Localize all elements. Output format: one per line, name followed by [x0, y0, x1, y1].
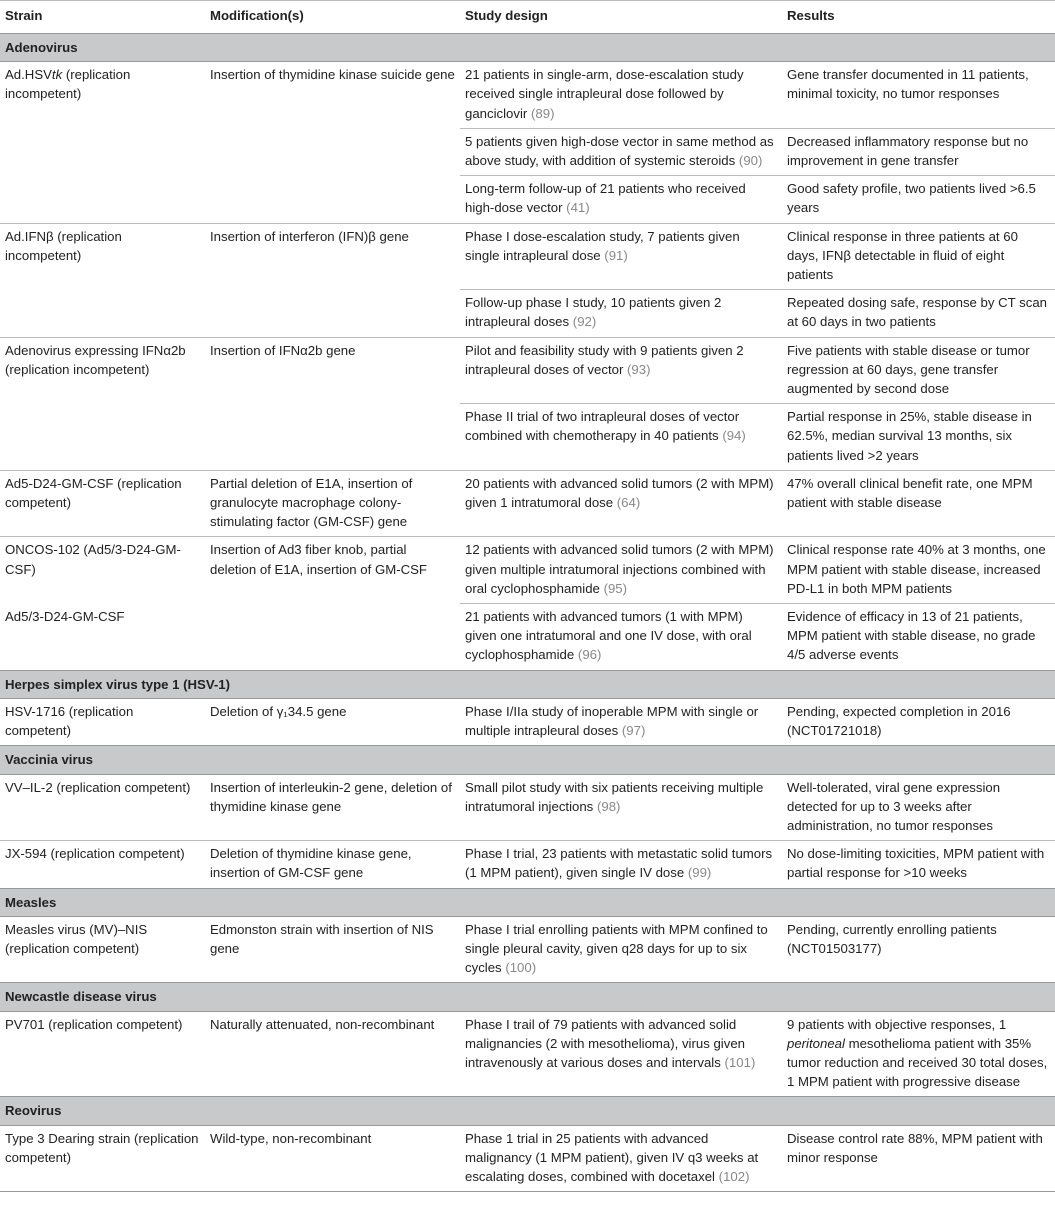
table-row [0, 223, 1055, 290]
cell-study-design [460, 470, 782, 537]
design-text: 5 patients given high-dose vector in same method as above study, with addition of systemic steroids [465, 133, 774, 169]
cell-modification [205, 290, 460, 337]
cell-results: Clinical response in three patients at 60 days, IFNβ detectable in fluid of eight patients [782, 223, 1055, 290]
reference-link[interactable]: ( 91 ) [604, 248, 627, 263]
reference-link[interactable]: ( 41 ) [566, 200, 589, 215]
reference-link[interactable]: ( 98 ) [597, 799, 620, 814]
group-label: Vaccinia virus [0, 746, 1055, 774]
cell-modification [205, 404, 460, 471]
table-row [0, 337, 1055, 404]
cell-study-design [460, 404, 782, 471]
cell-results: Good safety profile, two patients lived >6.5 years [782, 176, 1055, 223]
header-results: Results [782, 1, 1055, 34]
group-row [0, 746, 1055, 774]
group-row [0, 670, 1055, 698]
cell-modification: Deletion of thymidine kinase gene, insertion of GM-CSF gene [205, 841, 460, 888]
header-modifications: Modification(s) [205, 1, 460, 34]
cell-modification: Insertion of thymidine kinase suicide gene [205, 62, 460, 129]
reference-link[interactable]: ( 92 ) [573, 314, 596, 329]
cell-results: Disease control rate 88%, MPM patient with minor response [782, 1125, 1055, 1192]
cell-study-design [460, 841, 782, 888]
table-row [0, 698, 1055, 745]
cell-modification: Edmonston strain with insertion of NIS gene [205, 916, 460, 983]
cell-modification [205, 604, 460, 671]
cell-strain [0, 404, 205, 471]
cell-strain: ONCOS-102 (Ad5/3-D24-GM-CSF) [0, 537, 205, 604]
cell-strain: Adenovirus expressing IFNα2b (replication incompetent) [0, 337, 205, 404]
group-label: Measles [0, 888, 1055, 916]
design-text: Phase I trial enrolling patients with MPM confined to single pleural cavity, given q28 days for up to six cycles [465, 921, 768, 976]
cell-strain [0, 176, 205, 223]
cell-results: Evidence of efficacy in 13 of 21 patients, MPM patient with stable disease, no grade 4/5 adverse events [782, 604, 1055, 671]
table-row [0, 128, 1055, 175]
cell-results: Decreased inflammatory response but no improvement in gene transfer [782, 128, 1055, 175]
header-study-design: Study design [460, 1, 782, 34]
cell-study-design [460, 537, 782, 604]
group-label: Adenovirus [0, 34, 1055, 62]
reference-link[interactable]: ( 89 ) [531, 106, 554, 121]
cell-study-design [460, 176, 782, 223]
cell-study-design [460, 698, 782, 745]
cell-results: Five patients with stable disease or tumor regression at 60 days, gene transfer augmented by second dose [782, 337, 1055, 404]
reference-link[interactable]: ( 95 ) [604, 581, 627, 596]
reference-link[interactable]: ( 102 ) [719, 1169, 750, 1184]
cell-study-design [460, 916, 782, 983]
reference-link[interactable]: ( 99 ) [688, 865, 711, 880]
reference-link[interactable]: ( 94 ) [722, 428, 745, 443]
cell-modification: Insertion of interleukin-2 gene, deletion of thymidine kinase gene [205, 774, 460, 841]
cell-results: Gene transfer documented in 11 patients, minimal toxicity, no tumor responses [782, 62, 1055, 129]
group-label: Reovirus [0, 1097, 1055, 1125]
cell-results: Partial response in 25%, stable disease in 62.5%, median survival 13 months, six patients lived >2 years [782, 404, 1055, 471]
table-row [0, 604, 1055, 671]
design-text: Follow-up phase I study, 10 patients given 2 intrapleural doses [465, 295, 722, 330]
cell-strain: HSV-1716 (replication competent) [0, 698, 205, 745]
design-text: 20 patients with advanced solid tumors (2 with MPM) given 1 intratumoral dose [465, 475, 774, 511]
cell-strain: Type 3 Dearing strain (replication competent) [0, 1125, 205, 1192]
design-text: Pilot and feasibility study with 9 patients given 2 intrapleural doses of vector [465, 342, 744, 377]
cell-strain: Ad.IFNβ (replication incompetent) [0, 223, 205, 290]
cell-results: Clinical response rate 40% at 3 months, one MPM patient with stable disease, increased PD-L1 in both MPM patients [782, 537, 1055, 604]
reference-link[interactable]: ( 97 ) [622, 723, 645, 738]
cell-strain [0, 290, 205, 337]
design-text: Phase I trail of 79 patients with advanced solid malignancies (2 with mesothelioma), virus given intravenously at various doses and intervals [465, 1016, 745, 1070]
cell-strain: Ad5-D24-GM-CSF (replication competent) [0, 470, 205, 537]
group-row [0, 34, 1055, 62]
group-label: Newcastle disease virus [0, 983, 1055, 1011]
cell-study-design [460, 290, 782, 337]
cell-modification: Deletion of γ₁34.5 gene [205, 698, 460, 745]
cell-modification: Partial deletion of E1A, insertion of granulocyte macrophage colony-stimulating factor (GM-CSF) gene [205, 470, 460, 537]
design-text: Phase I/IIa study of inoperable MPM with single or multiple intrapleural doses [465, 703, 759, 739]
group-row [0, 888, 1055, 916]
design-text: 21 patients in single-arm, dose-escalation study received single intrapleural dose followed by ganciclovir [465, 67, 744, 121]
table-body [0, 34, 1055, 1192]
reference-link[interactable]: ( 101 ) [725, 1055, 756, 1070]
header-strain: Strain [0, 1, 205, 34]
table-row [0, 470, 1055, 537]
design-text: Small pilot study with six patients receiving multiple intratumoral injections [465, 779, 764, 814]
cell-strain: Ad5/3-D24-GM-CSF [5, 608, 125, 624]
cell-study-design [460, 223, 782, 290]
cell-study-design [460, 1011, 782, 1097]
cell-modification [205, 176, 460, 223]
table-row [0, 537, 1055, 604]
cell-modification: Wild-type, non-recombinant [205, 1125, 460, 1192]
design-text: Phase I dose-escalation study, 7 patients given single intrapleural dose [465, 228, 740, 263]
table-row [0, 176, 1055, 223]
cell-modification: Naturally attenuated, non-recombinant [205, 1011, 460, 1097]
cell-strain: JX-594 (replication competent) [0, 841, 205, 888]
cell-results: Pending, expected completion in 2016 (NCT01721018) [782, 698, 1055, 745]
cell-strain [0, 128, 205, 175]
cell-strain: PV701 (replication competent) [0, 1011, 205, 1097]
design-text: Phase I trial, 23 patients with metastatic solid tumors (1 MPM patient), given single IV dose [465, 846, 773, 881]
cell-modification [205, 128, 460, 175]
table-row [0, 404, 1055, 471]
cell-results: Well-tolerated, viral gene expression detected for up to 3 weeks after administration, no tumor responses [782, 774, 1055, 841]
cell-strain: Ad.HSVtk (replication incompetent) [0, 62, 205, 129]
header-row [0, 1, 1055, 34]
cell-strain: VV–IL-2 (replication competent) [0, 774, 205, 841]
reference-link[interactable]: ( 64 ) [617, 495, 640, 510]
cell-results: 9 patients with objective responses, 1 peritoneal mesothelioma patient with 35% tumor reduction and received 30 total doses, 1 MPM patient with progressive disease [782, 1011, 1055, 1097]
table-header [0, 1, 1055, 34]
table-row [0, 1011, 1055, 1097]
group-row [0, 983, 1055, 1011]
table-row [0, 62, 1055, 129]
cell-study-design [460, 128, 782, 175]
cell-modification: Insertion of IFNα2b gene [205, 337, 460, 404]
group-row [0, 1097, 1055, 1125]
table-row [0, 841, 1055, 888]
cell-modification: Insertion of Ad3 fiber knob, partial deletion of E1A, insertion of GM-CSF [205, 537, 460, 604]
table-row [0, 916, 1055, 983]
cell-study-design [460, 604, 782, 671]
cell-results: No dose-limiting toxicities, MPM patient with partial response for >10 weeks [782, 841, 1055, 888]
cell-study-design [460, 337, 782, 404]
table-row [0, 290, 1055, 337]
design-text: Long-term follow-up of 21 patients who received high-dose vector [465, 181, 746, 216]
design-text: 12 patients with advanced solid tumors (2 with MPM) given multiple intratumoral injections combined with oral cyclophosphamide [465, 542, 774, 596]
group-label: Herpes simplex virus type 1 (HSV-1) [0, 670, 1055, 698]
reference-link[interactable]: ( 96 ) [578, 647, 601, 662]
table-row [0, 774, 1055, 841]
cell-study-design [460, 1125, 782, 1192]
cell-study-design [460, 774, 782, 841]
reference-link[interactable]: ( 93 ) [627, 362, 650, 377]
cell-strain: Measles virus (MV)–NIS (replication competent) [0, 916, 205, 983]
design-text: Phase 1 trial in 25 patients with advanced malignancy (1 MPM patient), given IV q3 weeks at escalating doses, combined with docetaxel [465, 1130, 759, 1184]
cell-results: Repeated dosing safe, response by CT scan at 60 days in two patients [782, 290, 1055, 337]
design-text: Phase II trial of two intrapleural doses of vector combined with chemotherapy in 40 patients [465, 409, 740, 444]
cell-study-design [460, 62, 782, 129]
cell-modification: Insertion of interferon (IFN)β gene [205, 223, 460, 290]
design-text: 21 patients with advanced tumors (1 with MPM) given one intratumoral and one IV dose, with oral cyclophosphamide [465, 609, 752, 663]
table-row [0, 1125, 1055, 1192]
cell-results: Pending, currently enrolling patients (NCT01503177) [782, 916, 1055, 983]
cell-results: 47% overall clinical benefit rate, one MPM patient with stable disease [782, 470, 1055, 537]
reference-link[interactable]: ( 90 ) [739, 153, 762, 168]
reference-link[interactable]: ( 100 ) [505, 960, 536, 975]
